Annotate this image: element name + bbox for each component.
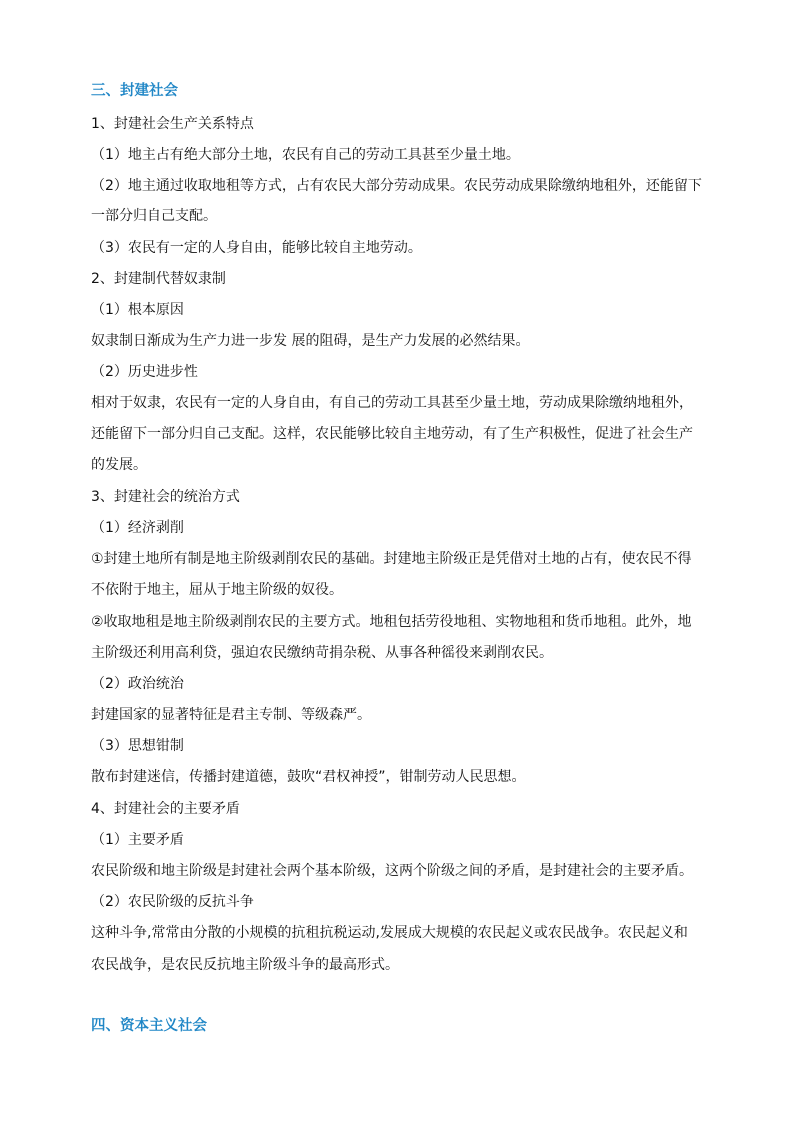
paragraph-line: （3）农民有一定的人身自由，能够比较自主地劳动。 [91, 240, 422, 256]
paragraph-line: 农民阶级和地主阶级是封建社会两个基本阶级，这两个阶级之间的矛盾，是封建社会的主要矛盾。 [91, 863, 693, 879]
subheading-4: 4、封建社会的主要矛盾 [91, 801, 240, 817]
item-title: （2）历史进步性 [91, 364, 198, 380]
paragraph-line: 封建国家的显著特征是君主专制、等级森严。 [91, 707, 371, 723]
item-title: （2）农民阶级的反抗斗争 [91, 894, 254, 910]
paragraph-line: 一部分归自己支配。 [91, 208, 217, 224]
paragraph-line: ①封建土地所有制是地主阶级剥削农民的基础。封建地主阶级正是凭借对土地的占有，使农民不得 [91, 551, 692, 567]
paragraph-line: 这种斗争,常常由分散的小规模的抗租抗税运动,发展成大规模的农民起义或农民战争。农民起义和 [91, 925, 688, 941]
section-3-title: 三、封建社会 [91, 83, 178, 99]
item-title: （1）主要矛盾 [91, 832, 184, 848]
item-title: （1）根本原因 [91, 302, 184, 318]
subheading-3: 3、封建社会的统治方式 [91, 489, 240, 505]
subheading-2: 2、封建制代替奴隶制 [91, 271, 226, 287]
item-title: （1）经济剥削 [91, 520, 184, 536]
paragraph-line: 还能留下一部分归自己支配。这样，农民能够比较自主地劳动，有了生产积极性，促进了社会生产 [91, 426, 693, 442]
paragraph-line: （2）地主通过收取地租等方式，占有农民大部分劳动成果。农民劳动成果除缴纳地租外，还能留下 [91, 178, 702, 194]
item-title: （3）思想钳制 [91, 738, 184, 754]
paragraph-line: 散布封建迷信，传播封建道德，鼓吹“君权神授”，钳制劳动人民思想。 [91, 769, 526, 785]
paragraph-line: 农民战争，是农民反抗地主阶级斗争的最高形式。 [91, 957, 399, 973]
paragraph-line: 的发展。 [91, 457, 147, 473]
paragraph-line: 不依附于地主，屈从于地主阶级的奴役。 [91, 582, 343, 598]
paragraph-line: 主阶级还利用高利贷，强迫农民缴纳苛捐杂税、从事各种徭役来剥削农民。 [91, 645, 553, 661]
item-title: （2）政治统治 [91, 676, 184, 692]
paragraph-line: ②收取地租是地主阶级剥削农民的主要方式。地租包括劳役地租、实物地租和货币地租。此外，地 [91, 614, 692, 630]
paragraph-line: 奴隶制日渐成为生产力进一步发 展的阻碍，是生产力发展的必然结果。 [91, 333, 530, 349]
section-4-title: 四、资本主义社会 [91, 1018, 207, 1034]
paragraph-line: 相对于奴隶，农民有一定的人身自由，有自己的劳动工具甚至少量土地，劳动成果除缴纳地租外， [91, 395, 693, 411]
subheading-1: 1、封建社会生产关系特点 [91, 116, 254, 132]
paragraph-line: （1）地主占有绝大部分土地，农民有自己的劳动工具甚至少量土地。 [91, 147, 520, 163]
